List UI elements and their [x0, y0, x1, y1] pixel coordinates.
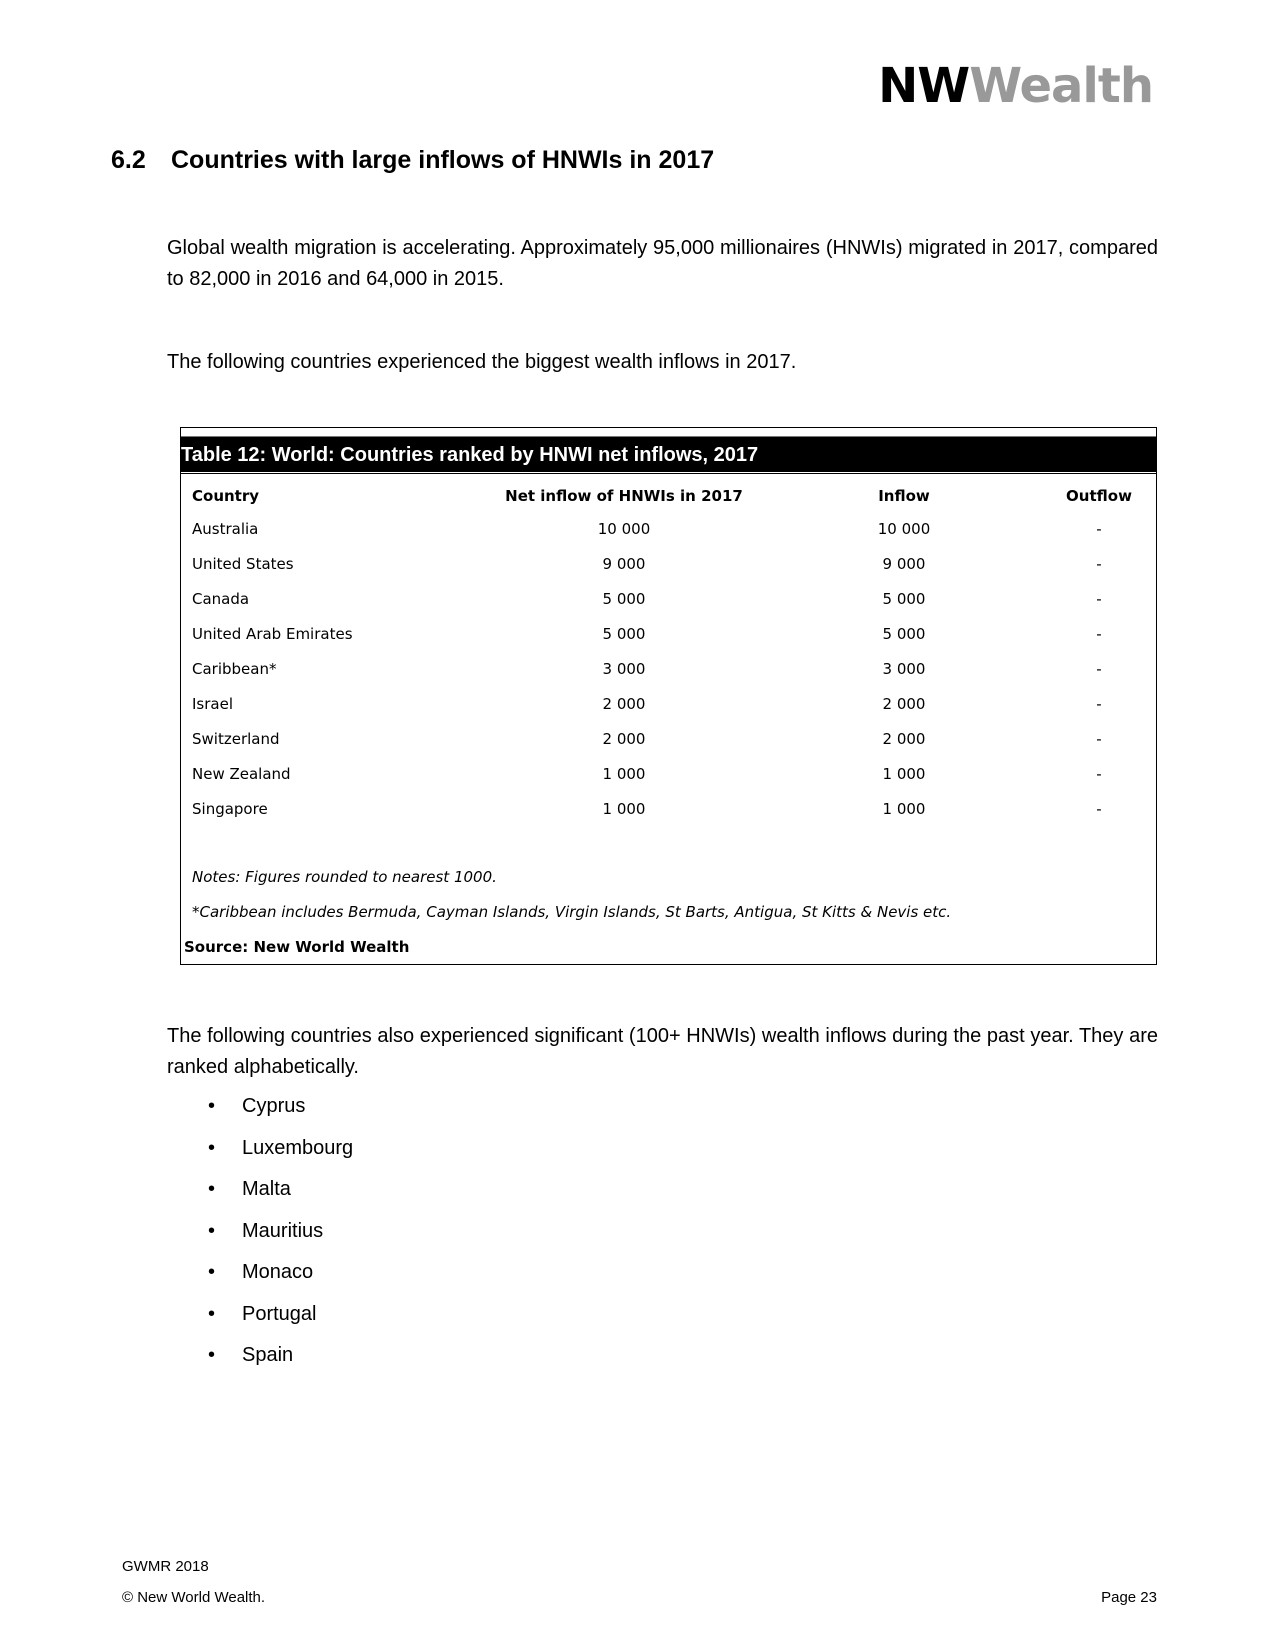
list-item [208, 1173, 353, 1215]
cell-net-inflow: 1 000 [602, 799, 646, 818]
cell-outflow: - [1096, 589, 1102, 608]
title-divider [181, 473, 1156, 474]
bullet-icon: • [208, 1302, 216, 1325]
table-row [181, 791, 1156, 826]
table-header-row [181, 480, 1156, 511]
inflows-table-box [180, 427, 1157, 965]
other-countries-list [208, 1090, 353, 1381]
table-note-caribbean: *Caribbean includes Bermuda, Cayman Islands, Virgin Islands, St Barts, Antigua, St Kitts & Nevis etc. [192, 903, 952, 921]
table-row [181, 721, 1156, 756]
section-title: Countries with large inflows of HNWIs in 2017 [171, 146, 715, 174]
section-heading [111, 145, 714, 175]
bullet-icon: • [208, 1136, 216, 1159]
cell-outflow: - [1096, 519, 1102, 538]
bullet-icon: • [208, 1344, 216, 1366]
table-row [181, 756, 1156, 791]
cell-country: New Zealand [192, 764, 291, 783]
cell-country: Switzerland [192, 729, 280, 748]
column-header-country: Country [192, 486, 260, 505]
table-row [181, 651, 1156, 686]
logo-wealth: Wealth [969, 58, 1153, 114]
cell-net-inflow: 2 000 [602, 694, 646, 713]
footer-left [122, 1551, 265, 1613]
bullet-icon: • [208, 1261, 216, 1283]
intro-paragraph: Global wealth migration is accelerating. Approximately 95,000 millionaires (HNWIs) migrated in 2017, compared to 82,000 in 2016 and 64,000 in 2015. [167, 237, 1158, 290]
cell-country: Caribbean* [192, 659, 277, 678]
cell-country: Israel [192, 694, 233, 713]
logo-nw: NW [878, 58, 970, 114]
list-item-label: Portugal [242, 1302, 317, 1325]
lead-paragraph: The following countries experienced the biggest wealth inflows in 2017. [167, 351, 797, 373]
cell-outflow: - [1096, 554, 1102, 573]
cell-net-inflow: 10 000 [597, 519, 651, 538]
footer-report: GWMR 2018 [122, 1558, 209, 1575]
list-item [208, 1090, 353, 1132]
other-countries-paragraph: The following countries also experienced significant (100+ HNWIs) wealth inflows during the past year. They are ranked alphabetically. [167, 1025, 1158, 1078]
section-number: 6.2 [111, 146, 146, 174]
table-row [181, 686, 1156, 721]
list-item-label: Mauritius [242, 1219, 324, 1242]
cell-outflow: - [1096, 729, 1102, 748]
footer-copyright: © New World Wealth. [122, 1589, 266, 1606]
cell-country: Singapore [192, 799, 268, 818]
cell-country: Canada [192, 589, 250, 608]
list-item-label: Malta [242, 1178, 291, 1200]
list-item [208, 1132, 353, 1174]
cell-country: United Arab Emirates [192, 624, 353, 643]
brand-logo [878, 58, 1153, 114]
cell-inflow: 5 000 [882, 624, 926, 643]
cell-outflow: - [1096, 659, 1102, 678]
table-note-rounding: Notes: Figures rounded to nearest 1000. [192, 868, 497, 886]
list-item [208, 1215, 353, 1257]
cell-net-inflow: 3 000 [602, 659, 646, 678]
cell-inflow: 2 000 [882, 729, 926, 748]
bullet-icon: • [208, 1095, 216, 1117]
cell-net-inflow: 2 000 [602, 729, 646, 748]
cell-country: Australia [192, 519, 259, 538]
cell-inflow: 2 000 [882, 694, 926, 713]
cell-country: United States [192, 554, 294, 573]
column-header-net-inflow: Net inflow of HNWIs in 2017 [505, 486, 743, 505]
table-title: Table 12: World: Countries ranked by HNWI net inflows, 2017 [181, 436, 1156, 472]
cell-net-inflow: 1 000 [602, 764, 646, 783]
cell-outflow: - [1096, 694, 1102, 713]
table-source: Source: New World Wealth [184, 938, 410, 956]
table-row [181, 511, 1156, 546]
cell-net-inflow: 9 000 [602, 554, 646, 573]
cell-outflow: - [1096, 799, 1102, 818]
column-header-outflow: Outflow [1066, 486, 1132, 505]
list-item-label: Monaco [242, 1261, 314, 1283]
bullet-icon: • [208, 1219, 216, 1242]
cell-net-inflow: 5 000 [602, 624, 646, 643]
list-item [208, 1256, 353, 1298]
column-header-inflow: Inflow [878, 486, 930, 505]
cell-inflow: 3 000 [882, 659, 926, 678]
cell-net-inflow: 5 000 [602, 589, 646, 608]
list-item [208, 1298, 353, 1340]
table-row [181, 546, 1156, 581]
list-item-label: Spain [242, 1344, 294, 1366]
list-item-label: Luxembourg [242, 1136, 354, 1159]
cell-inflow: 1 000 [882, 799, 926, 818]
cell-inflow: 1 000 [882, 764, 926, 783]
cell-outflow: - [1096, 764, 1102, 783]
cell-inflow: 5 000 [882, 589, 926, 608]
table-row [181, 616, 1156, 651]
cell-inflow: 10 000 [877, 519, 931, 538]
bullet-icon: • [208, 1178, 216, 1200]
table-row [181, 581, 1156, 616]
list-item [208, 1339, 353, 1381]
list-item-label: Cyprus [242, 1095, 306, 1117]
inflows-table [181, 480, 1156, 826]
cell-outflow: - [1096, 624, 1102, 643]
cell-inflow: 9 000 [882, 554, 926, 573]
page-number: Page 23 [1101, 1589, 1157, 1606]
